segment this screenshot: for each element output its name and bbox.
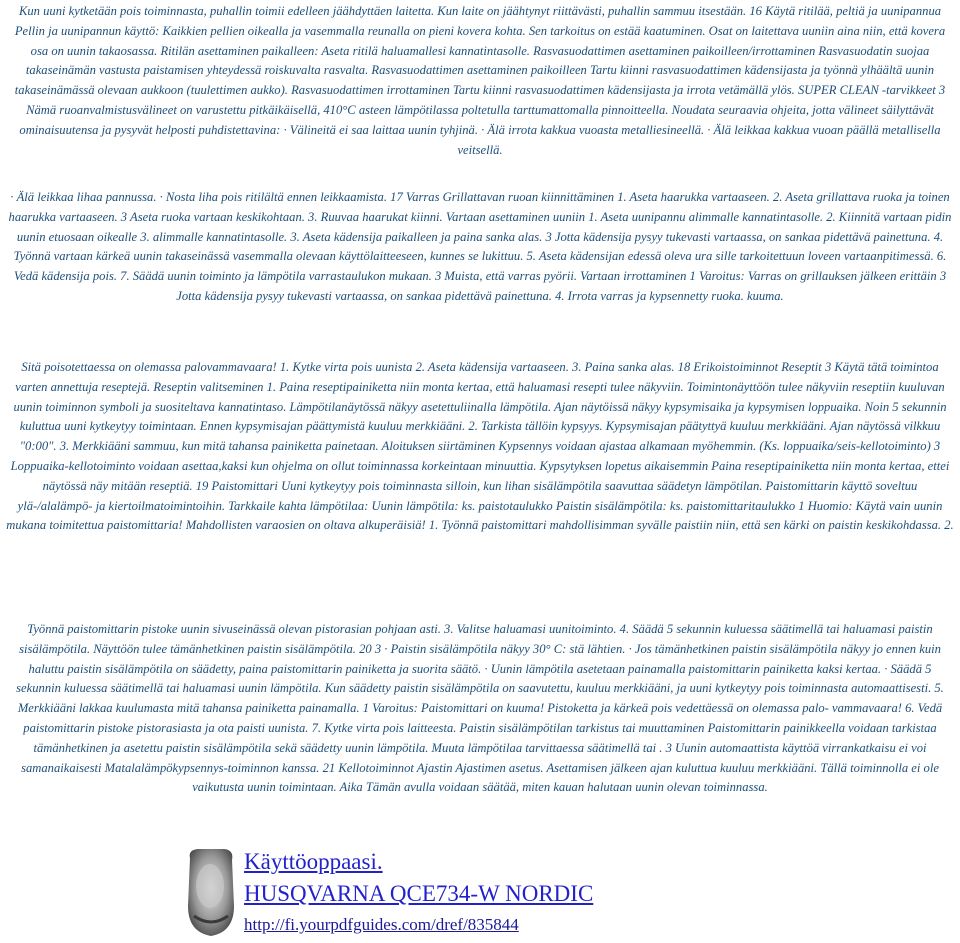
footer-links [244,848,593,936]
paragraph-oven-fan-and-accessories: Kun uuni kytketään pois toiminnasta, puhallin toimii edelleen jäähdyttäen laitetta. Kun laite on jäähtynyt riittävästi, puhallin sammuu itsestään. 16 Käytä ritilää, peltiä ja uunipannua Pellin ja uunipannun käyttö: Kaikkien pellien oikealla ja vasemmalla reunalla on pieni kovera kohta. Sen tarkoitus on estää kaatuminen. Osat on laitettava uuniin aina niin, että kovera osa on uunin takaosassa. Ritilän asettaminen paikalleen: Aseta ritilä haluamallesi kannatintasolle. Rasvasuodattimen asettaminen paikoilleen/irrottaminen Rasvasuodatin suojaa takaseinämän vastusta paistamisen yhteydessä roiskuvalta rasvalta. Rasvasuodattimen asettaminen paikoilleen Tartu kiinni rasvasuodattimen kädensijasta ja työnnä ylhäältä uunin takaseinämässä olevaan aukkoon (tuulettimen aukko). Rasvasuodattimen irrottaminen Tartu kiinni rasvasuodattimen kädensijasta ja irrota vetämällä ylös. SUPER CLEAN -tarvikkeet 3 Nämä ruoanvalmistusvälineet on varustettu pitkäikäisellä, 410°C asteen lämpötilassa poltetulla tarttumattomalla pinnoitteella. Noudata seuraavia ohjeita, jotta välineet säilyttävät ominaisuutensa ja pysyvät helposti puhdistettavina: · Välineitä ei saa laittaa uunin tyhjinä. · Älä irrota kakkua vuoasta metalliesineellä. · Älä leikkaa kakkua vuoan päällä metallisella veitsellä. [14,4,946,157]
paragraph-rotisserie [6,188,954,307]
url-link[interactable]: http://fi.yourpdfguides.com/dref/835844 [244,915,519,934]
paragraph-meat-probe-clock-text: Työnnä paistomittarin pistoke uunin sivuseinässä olevan pistorasian pohjaan asti. 3. Valitse haluamasi uunitoiminto. 4. Säädä 5 sekunnin kuluessa säätimellä tai haluamasi paistin sisälämpötila. Näyttöön tulee tämänhetkinen paistin sisälämpötila. 20 3 · Paistin sisälämpötila näkyy 30° C: stä lähtien. · Jos tämänhetkinen paistin sisälämpötila näkyy jo ennen kuin haluttu paistin sisälämpötila on säädetty, paina paistomittarin painiketta ja suorita säätö. · Uunin lämpötila asetetaan painamalla paistomittarin painiketta kaksi kertaa. · Säädä 5 sekunnin kuluessa säätimellä tai haluamasi uunin lämpötila. Kun säädetty paistin sisälämpötila on saavutettu, kuuluu merkkiääni, ja uuni kytkeytyy pois toiminnasta automaattisesti. 5. Merkkiääni lakkaa kuulumasta mitä tahansa painiketta painamalla. 1 Varoitus: Paistomittari on kuuma! Pistoketta ja kärkeä pois vedettäessä on olemassa palo- vammavaara! 6. Vedä paistomittarin pistoke pistorasiasta ja ota paisti uunista. 7. Kytke virta pois laitteesta. Paistin sisälämpötilan tarkistus tai muuttaminen Paistomittarin painikkeella voidaan tarkistaa tämänhetkinen ja asetettu paistin sisälämpötila sekä säädetty uunin lämpötila. Muuta lämpötilaa tarvittaessa säätimellä tai . 3 Uunin automaattista käyttöä virrankatkaisu ei voi samanaikaisesti Matalalämpökypsennys-toiminnon kanssa. 21 Kellotoiminnot Ajastin Ajastimen asetus. Asettamisen jälkeen ajan kuluttua kuuluu merkkiääni. Tällä toiminnolla ei ole vaikutusta uunin toimintaan. Aika Tämän avulla voidaan säätää, miten kauan halutaan uunin olevan toiminnassa. [16,622,944,795]
paragraph-meat-probe-clock [6,620,954,798]
paragraph-special-functions [6,358,954,536]
paragraph-special-functions-text: Sitä poisotettaessa on olemassa palovammavaara! 1. Kytke virta pois uunista 2. Aseta kädensija vartaaseen. 3. Paina sanka alas. 18 Erikoistoiminnot Reseptit 3 Käytä tätä toimintoa varten annettuja reseptejä. Reseptin valitseminen 1. Paina reseptipainiketta niin monta kertaa, että haluamasi resepti tulee näkyviin. Toimintonäyttöön tulee näkyviin reseptiin kuuluvan uunin toiminnon symboli ja suositeltava kannatintaso. Lämpötilanäytössä näkyy asetettuliinalla lämpötila. Ajan näytöissä näkyy kypsymisaika ja kypsymisen loppuaika. Noin 5 sekunnin kuluttua uuni kytkeytyy toimintaan. Ennen kypsymisajan päättymistä kuuluu merkkiääni. 2. Tarkista tällöin kypsyys. Kypsymisajan päätyttyä kuuluu merkkiääni. Ajan näytössä vilkkuu "0:00". 3. Merkkiääni sammuu, kun mitä tahansa painiketta painetaan. Aloituksen siirtäminen Kypsennys voidaan ajastaa alkamaan myöhemmin. (Ks. loppuaika/seis-kellotoiminto) 3 Loppuaika-kellotoiminto voidaan asettaa,kaksi kun ohjelma on ollut toiminnassa korkeintaan minuuttia. Kypsytyksen lopetus aikaisemmin Paina reseptipainiketta niin monta kertaa, ettei näytössä näy mitään reseptiä. 19 Paistomittari Uuni kytkeytyy pois toiminnasta silloin, kun lihan sisälämpötila saavuttaa säädetyn lämpötilan. Paistomittarin käyttö soveltuu ylä-/alalämpö- ja kiertoilmatoimintoihin. Tarkkaile kahta lämpötilaa: Uunin lämpötila: ks. paistotaulukko Paistin sisälämpötila: ks. paistomittaritaulukko 1 Huomio: Käytä vain uunin mukana toimitettua paistomittaria! Mahdollisten varaosien on oltava alkuperäisiä! 1. Työnnä paistomittari mahdollisimman syvälle paistiin niin, että sen kärki on paistin keskikohdassa. 2. [6,360,954,533]
paragraph-rotisserie-text: · Älä leikkaa lihaa pannussa. · Nosta liha pois ritilältä ennen leikkaamista. 17 Varras Grillattavan ruoan kiinnittäminen 1. Aseta haarukka vartaaseen. 2. Aseta grillattava ruoka ja toinen haarukka vartaaseen. 3 Aseta ruoka vartaan keskikohtaan. 3. Ruuvaa haarukat kiinni. Vartaan asettaminen uuniin 1. Aseta uunipannu alimmalle kannatintasolle. 2. Kiinnitä vartaan pidin uunin etuosaan oikealle 3. alimmalle kannatintasolle. 3. Aseta kädensija paikalleen ja paina sanka alas. 3 Jotta kädensija pysyy tukevasti vartaassa, on sankaa pidettävä painettuna. 4. Työnnä vartaan kärkeä uunin takaseinässä vasemmalla olevaan käyttölaitteeseen, kunnes se lukittuu. 5. Aseta kädensijan edessä oleva ura sille tarkoitettuun loveen vartaanpitimessä. 6. Vedä kädensija pois. 7. Säädä uunin toiminto ja lämpötila varrastaulukon mukaan. 3 Muista, että varras pyörii. Vartaan irrottaminen 1 Varoitus: Varras on grillauksen jälkeen erittäin 3 Jotta kädensija pysyy tukevasti vartaassa, on sankaa pidettävä painettuna. 4. Irrota varras ja kypsennetty ruoka. kuuma. [8,190,952,303]
manual-link[interactable]: Käyttöoppaasi. [244,849,383,874]
oven-manual-thumbnail-icon [184,846,238,940]
product-link[interactable]: HUSQVARNA QCE734-W NORDIC [244,881,594,906]
